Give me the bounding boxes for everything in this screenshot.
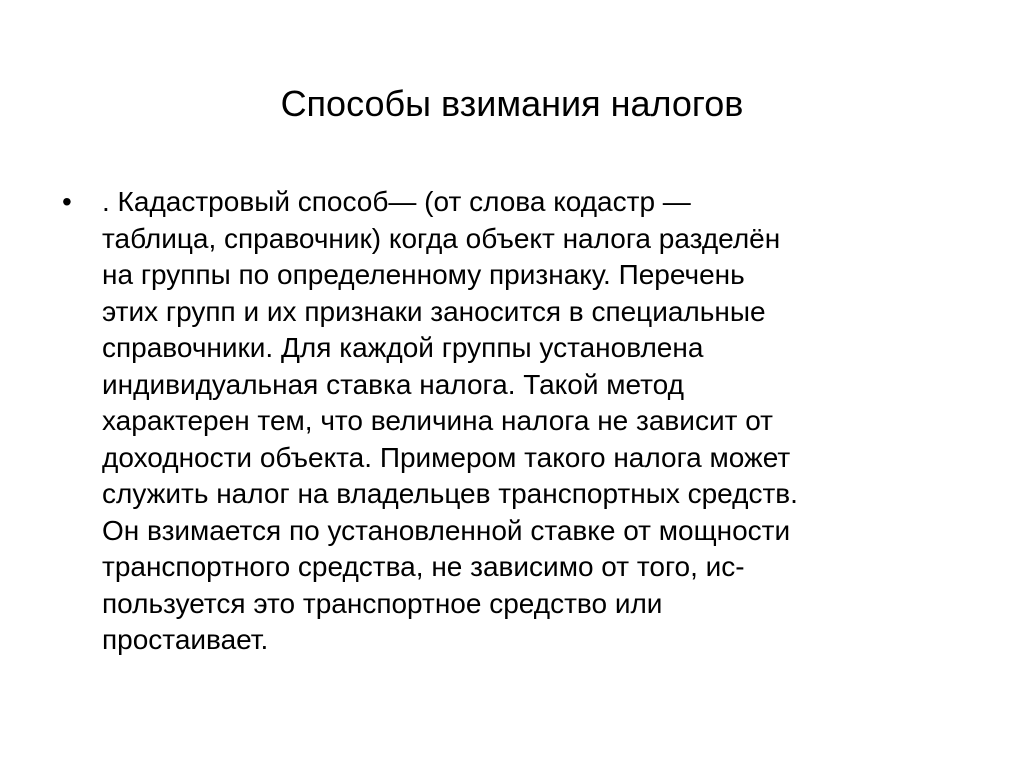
bullet-text-line: характерен тем, что величина налога не зависит от xyxy=(102,405,773,436)
bullet-list xyxy=(62,184,962,659)
bullet-text-line: служить налог на владельцев транспортных средств. xyxy=(102,478,798,509)
bullet-text-line: таблица, справочник) когда объект налога разделён xyxy=(102,222,781,254)
bullet-text-line: Он взимается по установленной ставке от мощности xyxy=(102,514,791,546)
slide-title: Способы взимания налогов xyxy=(280,83,744,124)
bullet-text-line: транспортного средства, не зависимо от того, ис- xyxy=(102,551,745,582)
bullet-text-line: простаивает. xyxy=(102,624,269,655)
bullet-text-line: этих групп и их признаки заносится в специальные xyxy=(102,295,766,327)
bullet-item xyxy=(62,184,962,659)
bullet-text-line: индивидуальная ставка налога. Такой метод xyxy=(102,368,684,400)
bullet-text-line: справочники. Для каждой группы установлена xyxy=(102,332,704,363)
bullet-text-line: пользуется это транспортное средство или xyxy=(102,587,663,619)
bullet-marker: • xyxy=(62,186,72,217)
bullet-text-line: на группы по определенному признаку. Перечень xyxy=(102,259,745,290)
bullet-text-line: . Кадастровый способ— (от слова кодастр — xyxy=(102,186,691,217)
bullet-text-line: доходности объекта. Примером такого налога может xyxy=(102,441,791,473)
